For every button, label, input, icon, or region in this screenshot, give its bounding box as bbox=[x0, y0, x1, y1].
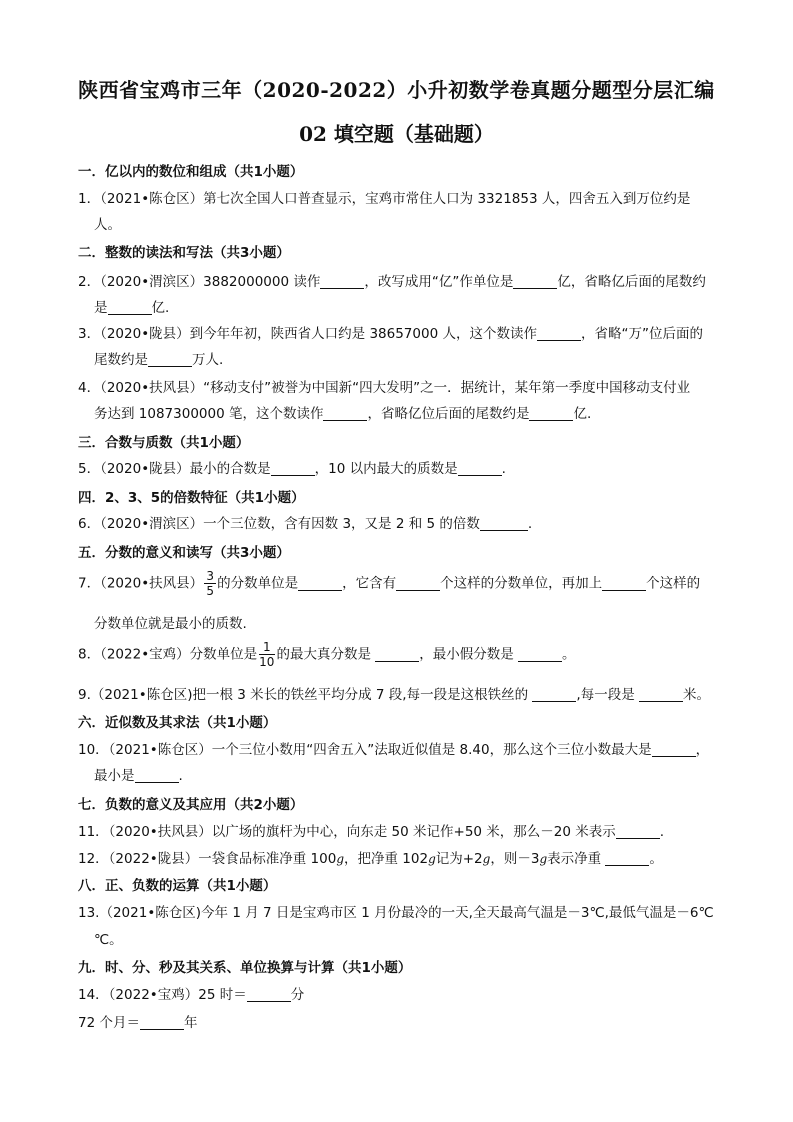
answer-blank[interactable] bbox=[605, 851, 649, 866]
answer-blank[interactable] bbox=[529, 406, 573, 421]
answer-blank[interactable] bbox=[532, 687, 576, 702]
question-7-continued: 分数单位就是最小的质数. bbox=[94, 616, 247, 632]
section-heading-9: 九．时、分、秒及其关系、单位换算与计算（共1小题） bbox=[78, 960, 412, 976]
answer-blank[interactable] bbox=[298, 576, 342, 591]
answer-blank[interactable] bbox=[140, 1015, 184, 1030]
fraction-three-fifths: $\frac{3}{5}$ bbox=[204, 570, 216, 597]
answer-blank[interactable] bbox=[271, 461, 315, 476]
section-heading-1: 一．亿以内的数位和组成（共1小题） bbox=[78, 164, 304, 180]
question-8: 8．（2022•宝鸡）分数单位是 $\frac{1}{10}$ 的最大真分数是 ，最小假分数是 。 bbox=[78, 640, 576, 669]
question-14: 14．（2022•宝鸡）25 时＝ 分 bbox=[78, 987, 305, 1003]
answer-blank[interactable] bbox=[602, 576, 646, 591]
question-9: 9.（2021•陈仓区)把一根 3 米长的铁丝平均分成 7 段,每一段是这根铁丝的 ,每一段是 米。 bbox=[78, 687, 710, 703]
question-4: 4．（2020•扶风县）“移动支付”被誉为中国新“四大发明”之一．据统计，某年第一季度中国移动支付业 bbox=[78, 380, 691, 396]
document-title: 陕西省宝鸡市三年（2020-2022）小升初数学卷真题分题型分层汇编 bbox=[78, 78, 715, 102]
question-2-continued: 是 亿. bbox=[94, 300, 170, 316]
question-7: 7．（2020•扶风县） $\frac{3}{5}$ 的分数单位是 ，它含有 个这样的分数单位，再加上 个这样的 bbox=[78, 569, 701, 598]
question-4-continued: 务达到 1087300000 笔，这个数读作 ，省略亿位后面的尾数约是 亿. bbox=[94, 406, 592, 422]
answer-blank[interactable] bbox=[616, 824, 660, 839]
answer-blank[interactable] bbox=[513, 274, 557, 289]
answer-blank[interactable] bbox=[108, 300, 152, 315]
question-3-continued: 尾数约是 万人. bbox=[94, 352, 224, 368]
answer-blank[interactable] bbox=[247, 987, 291, 1002]
section-heading-2: 二．整数的读法和写法（共3小题） bbox=[78, 245, 290, 261]
question-13: 13.（2021•陈仓区)今年 1 月 7 日是宝鸡市区 1 月份最冷的一天,全天最高气温是－3℃,最低气温是－6℃ bbox=[78, 905, 714, 921]
answer-blank[interactable] bbox=[652, 742, 696, 757]
answer-blank[interactable] bbox=[458, 461, 502, 476]
answer-blank[interactable] bbox=[480, 516, 528, 531]
document-subtitle: 02 填空题（基础题） bbox=[299, 122, 494, 146]
answer-blank[interactable] bbox=[537, 326, 581, 341]
question-13-continued: ℃。 bbox=[94, 932, 123, 948]
question-6: 6．（2020•渭滨区）一个三位数，含有因数 3，又是 2 和 5 的倍数 . bbox=[78, 516, 533, 532]
question-11: 11．（2020•扶风县）以广场的旗杆为中心，向东走 50 米记作+50 米，那么－20 米表示 . bbox=[78, 824, 665, 840]
question-10: 10．（2021•陈仓区）一个三位小数用“四舍五入”法取近似值是 8.40，那么这个三位小数最大是 ， bbox=[78, 742, 710, 758]
answer-blank[interactable] bbox=[518, 647, 562, 662]
question-3: 3．（2020•陇县）到今年年初，陕西省人口约是 38657000 人，这个数读作 ，省略“万”位后面的 bbox=[78, 326, 703, 342]
question-10-continued: 最小是 . bbox=[94, 768, 183, 784]
answer-blank[interactable] bbox=[639, 687, 683, 702]
question-1: 1．（2021•陈仓区）第七次全国人口普查显示，宝鸡市常住人口为 3321853 人，四舍五入到万位约是 bbox=[78, 191, 691, 207]
answer-blank[interactable] bbox=[148, 352, 192, 367]
section-heading-8: 八．正、负数的运算（共1小题） bbox=[78, 878, 277, 894]
question-1-continued: 人。 bbox=[94, 217, 121, 233]
answer-blank[interactable] bbox=[135, 768, 179, 783]
section-heading-5: 五．分数的意义和读写（共3小题） bbox=[78, 545, 290, 561]
fraction-one-tenth: $\frac{1}{10}$ bbox=[259, 640, 275, 669]
section-heading-6: 六．近似数及其求法（共1小题） bbox=[78, 715, 277, 731]
question-2: 2．（2020•渭滨区）3882000000 读作 ，改写成用“亿”作单位是 亿，省略亿后面的尾数约 bbox=[78, 274, 706, 290]
answer-blank[interactable] bbox=[396, 576, 440, 591]
section-heading-7: 七．负数的意义及其应用（共2小题） bbox=[78, 797, 304, 813]
question-14-part-2: 72 个月＝ 年 bbox=[78, 1015, 198, 1031]
answer-blank[interactable] bbox=[320, 274, 364, 289]
question-12: 12．（2022•陇县）一袋食品标准净重 100g，把净重 102g记为+2g，则－3g表示净重 。 bbox=[78, 851, 663, 867]
section-heading-4: 四．2、3、5的倍数特征（共1小题） bbox=[78, 490, 305, 506]
answer-blank[interactable] bbox=[375, 647, 419, 662]
section-heading-3: 三．合数与质数（共1小题） bbox=[78, 435, 250, 451]
answer-blank[interactable] bbox=[323, 406, 367, 421]
question-5: 5．（2020•陇县）最小的合数是 ，10 以内最大的质数是 . bbox=[78, 461, 506, 477]
